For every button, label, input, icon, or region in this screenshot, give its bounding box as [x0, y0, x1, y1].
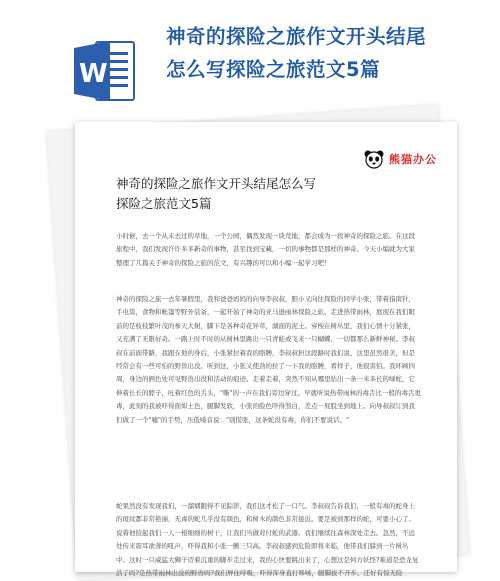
article-title-line-2: 探险之旅范文5篇 — [116, 196, 212, 211]
intro-paragraph: 小时候，去一个从未去过的草地，一个公园，偶然发现一块荒地，都会成为一段神奇的探险之旅。在这段旅程中，我们发现许许多多新奇的事物，甚至找到宝藏，一切的事物都是那样的神奇。今天小编就为大家整理了几篇关于神奇的探险之旅的范文，有兴趣的可以和小编一起学习吧！ — [116, 232, 415, 267]
article-title-line-1: 神奇的探险之旅作文开头结尾怎么写 — [116, 176, 317, 191]
document-preview-page — [75, 122, 457, 578]
body-paragraph-2: 蛇果然没有发现我们，一溜烟跑得不见踪影，我们这才松了一口气。李叔叔告诉我们，一般有毒的蛇身上的斑纹都非常艳丽，无毒的蛇几乎没有颜色，和树木的颜色非常接近。要是被到那样的蛇，可要小心了。说着他捡起我们一人一根细细的树干，让我们当做对付蛇的武器。我们继续往森林深处走去。忽然，不远处传来震耳欲聋的吼声，吓得我和小张一颤三只高。李叔叔感到危险即将来临，他带我们躲到一片树丛中。这时一只威猛大狮子迈着沉重的脚步走过来，我的心快要跳出来了，心想这是何方妖怪?难道是恐龙复活了吗?是热带雨林出没的野兽吗?我们屏住呼吸，吓得浑身直打哆嗦，腿脚拔不开步。还好有惊无险 — [116, 502, 419, 578]
body-paragraph-1: 神奇的探险之旅一去年暑假里，我和爸爸妈妈的向导李叔叔，胆小又向往探险的同学小张，带着指南针，手电筒，食物和帐篷等野外装备，一起开始了神奇的亚马逊雨林探险之旅。走进热带雨林，展现在我们眼前的是枝枝繁叶茂的参天大树，脚下是各种奇花异草，湖面的泥土。穿梭在树丛里，我们心情十分紧张，又充满了无限好奇。一路上时不时的从树林里跳出一只青蛙或飞来一只蝴蝶，一切都那么新鲜神秘。李叔叔在前面带路，我跟在他的身后，小张紧拉着我的胳膊，李叔叔担这段路时我们说，这里虽然很美，但是经常会有一些可怕的野兽出没。听到这，小张又使劲的拉了一下我的胳膊，看样子，他很害怕。我环顾四周，身边的俩色处可见野兽出没和活动的痕迹。走着走着，突然不知从哪里钻出一条一米多长的绿蛇，它伸着长长的脖子，吐着红色的舌头，"嘶"的一声在我们旁边穿过。早就听说热带雨林的毒舌比一般的毒舌更毒，此刻的我被吓得面如土色，腿脚发软，小张的脸色吓得煞白，差点一屁股坐到地上。向导叔叔订到我们做了一个"嘘"的手势，压低嗓音说："别慌张，这条蛇没有毒，你们不要说话。" — [116, 295, 421, 424]
brand-logo — [363, 149, 437, 169]
svg-text:W: W — [79, 59, 108, 89]
word-document-icon — [74, 38, 136, 104]
article-title — [116, 174, 416, 214]
document-title-line-1: 神奇的探险之旅作文开头结尾 — [166, 25, 427, 48]
brand-name: 熊猫办公 — [389, 153, 437, 166]
panda-icon — [363, 149, 385, 169]
document-title-line-2: 怎么写探险之旅范文5篇 — [166, 58, 381, 81]
document-title — [166, 20, 491, 86]
